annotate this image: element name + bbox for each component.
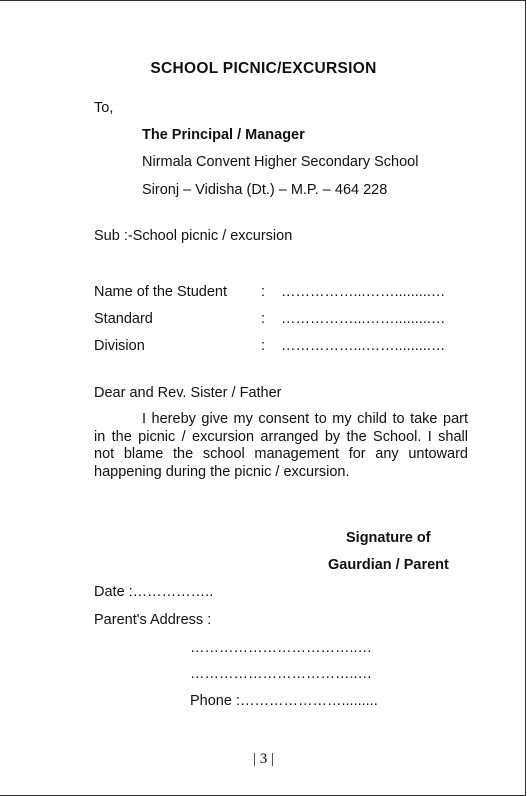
recipient-name: The Principal / Manager [142,127,305,143]
field-colon: : [261,311,266,327]
document-title: SCHOOL PICNIC/EXCURSION [150,60,377,77]
field-label-standard: Standard [94,311,153,327]
page-number: | 3 | [252,751,274,767]
field-blank-standard[interactable]: ……………...…….........… [281,311,446,327]
field-label-division: Division [94,338,145,354]
phone-field[interactable]: Phone :…………………......... [190,693,378,709]
greeting: Dear and Rev. Sister / Father [94,385,282,401]
address-blank-line-1[interactable]: ……………………………..… [190,640,373,656]
subject-line: Sub :-School picnic / excursion [94,228,293,244]
field-colon: : [261,338,266,354]
recipient-school: Nirmala Convent Higher Secondary School [142,154,419,170]
salutation-to: To, [94,100,114,116]
field-blank-student-name[interactable]: ……………...…….........… [281,284,446,300]
date-field[interactable]: Date :…………….. [94,584,214,600]
field-blank-division[interactable]: ……………...…….........… [281,338,446,354]
signature-line-1: Signature of [346,530,431,546]
recipient-address: Sironj – Vidisha (Dt.) – M.P. – 464 228 [142,182,388,198]
parent-address-label: Parent's Address : [94,612,212,628]
consent-paragraph: I hereby give my consent to my child to take part in the picnic / excursion arranged by the School. I shall not blame the school management for any untoward happening during the picnic / excursion. [94,411,468,480]
address-blank-line-2[interactable]: ……………………………..… [190,666,373,682]
field-label-student-name: Name of the Student [94,284,227,300]
signature-line-2: Gaurdian / Parent [328,557,449,573]
field-colon: : [261,284,266,300]
